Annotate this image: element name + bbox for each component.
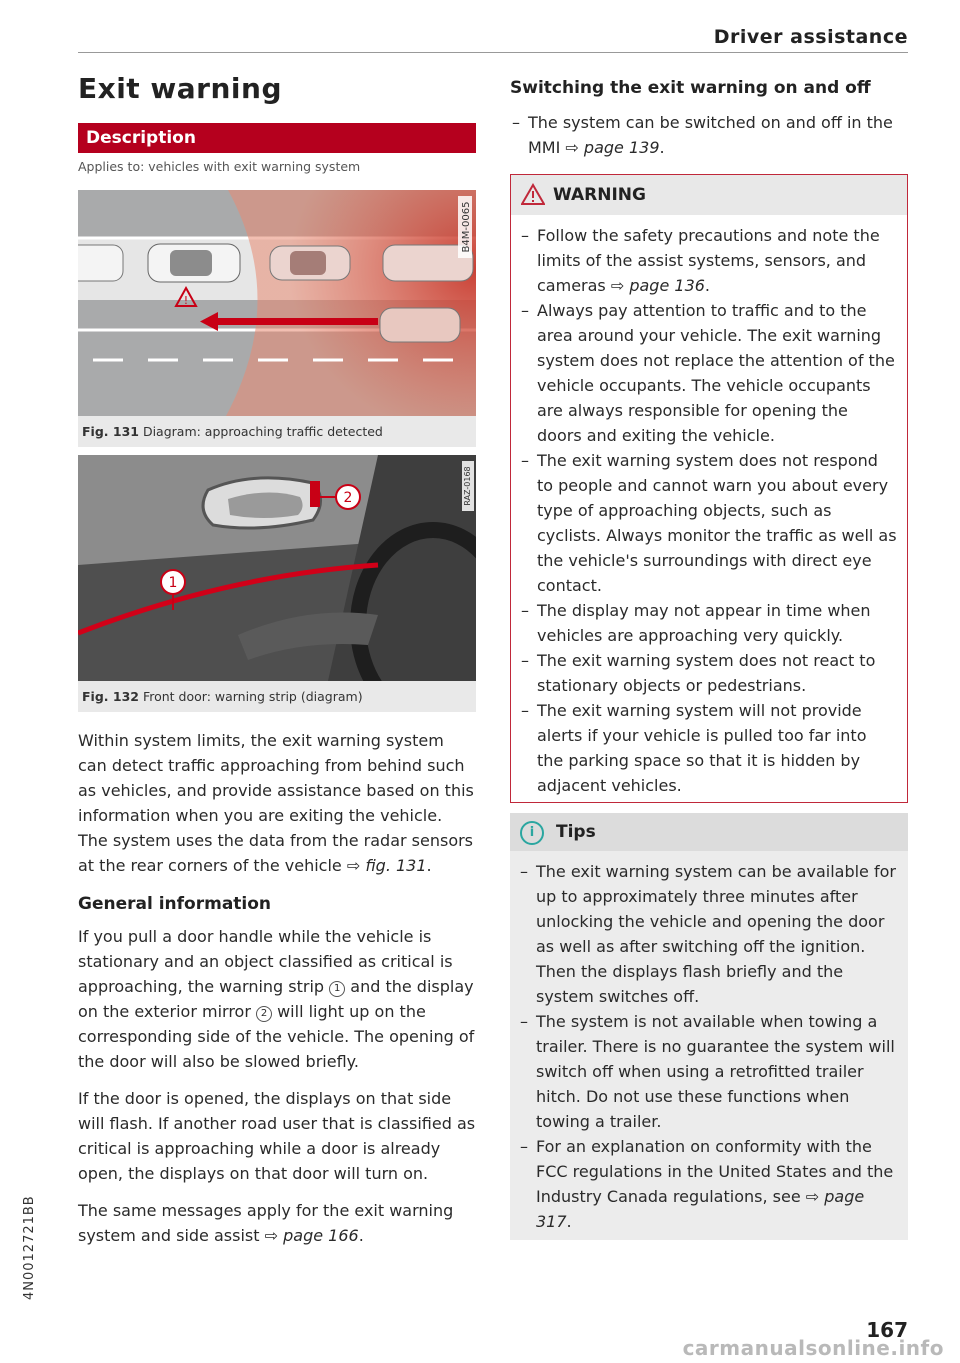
paragraph: If the door is opened, the displays on that side will flash. If another road user that is classified as critical is approaching while a door is already open, the displays on that door will turn on. (78, 1089, 476, 1183)
figure-132 (78, 455, 476, 712)
list-item-text: . (704, 276, 711, 295)
section-title: Driver assistance (713, 26, 908, 48)
list-item (518, 1134, 898, 1234)
tips-header (510, 813, 908, 851)
subheading: General information (78, 894, 272, 914)
figure-reference-link[interactable]: ⇨ fig. 131 (346, 856, 427, 875)
paragraph (78, 728, 476, 878)
svg-text:!: ! (183, 294, 189, 307)
warning-header (511, 175, 907, 215)
door-warning-strip-image (78, 455, 476, 681)
figure-caption-text: Diagram: approaching traffic detected (142, 424, 383, 439)
list-item-text: The system can be switched on and off in the MMI (528, 113, 893, 157)
applies-to-note: Applies to: vehicles with exit warning system (78, 159, 361, 174)
warning-body (511, 215, 907, 802)
callout-1: 1 (168, 575, 178, 591)
instruction-list (510, 110, 908, 160)
right-column (510, 72, 908, 1240)
callout-ref-1: 1 (329, 981, 345, 997)
paragraph-text: Within system limits, the exit warning system can detect traffic approaching from behind such as vehicles, and provide assistance based on this information when you are exiting the vehicle. The system uses the data from the radar sensors at the rear corners of the vehicle (78, 731, 474, 875)
list-item: – The exit warning system does not react to stationary objects or pedestrians. (519, 648, 897, 698)
list-item (510, 110, 908, 160)
list-item: – The exit warning system will not provide alerts if your vehicle is pulled too far into the parking space so that it is hidden by adjacent vehicles. (519, 698, 897, 798)
paragraph (78, 1198, 476, 1248)
paragraph-text: . (426, 856, 432, 875)
tips-box (510, 813, 908, 1240)
page-number: 167 (866, 1318, 908, 1342)
paragraph-text: If you pull a door handle while the vehicle is stationary and an object classified as critical is approaching, the warning strip (78, 927, 453, 996)
info-icon: i (520, 821, 544, 845)
warning-title: WARNING (553, 185, 646, 205)
section-heading: Switching the exit warning on and off (510, 78, 871, 98)
page-title: Exit warning (78, 72, 282, 105)
figure-caption (78, 681, 476, 712)
tips-title: Tips (556, 822, 596, 842)
description-bar: Description (78, 123, 476, 153)
paragraph-text: and the display on the exterior mirror (78, 977, 474, 1021)
traffic-diagram-image (78, 190, 476, 416)
list-item: – Always pay attention to traffic and to the area around your vehicle. The exit warning system does not replace the attention of the vehicle occupants. The vehicle occupants are always responsible for opening the doors and exiting the vehicle. (519, 298, 897, 448)
figure-code: RAZ-0168 (463, 466, 472, 506)
list-item-text: . (566, 1212, 572, 1231)
list-item (519, 223, 897, 298)
figure-caption (78, 416, 476, 447)
paragraph-text: will light up on the corresponding side of the vehicle. The opening of the door will also be slowed briefly. (78, 1002, 475, 1071)
figure-131 (78, 190, 476, 447)
left-column (78, 72, 476, 1248)
paragraph (78, 924, 476, 1074)
list-item-text: . (659, 138, 665, 157)
list-item: – The display may not appear in time when vehicles are approaching very quickly. (519, 598, 897, 648)
list-item: – The exit warning system can be available for up to approximately three minutes after unlocking the vehicle and opening the door as well as after switching off the ignition. Then the displays flash briefly and the system switches off. (518, 859, 898, 1009)
figure-label: Fig. 131 (82, 424, 139, 439)
figure-label: Fig. 132 (82, 689, 139, 704)
page-reference-link[interactable]: ⇨ page 136 (610, 276, 705, 295)
tips-list (518, 859, 898, 1234)
list-item: – The system is not available when towing a trailer. There is no guarantee the system will switch off when using a retrofitted trailer hitch. Do not use these functions when towing a trailer. (518, 1009, 898, 1134)
list-item: – The exit warning system does not respond to people and cannot warn you about every type of approaching objects, such as cyclists. Always monitor the traffic as well as the vehicle's surroundings with direct eye contact. (519, 448, 897, 598)
warning-list (519, 223, 897, 798)
list-item-text: For an explanation on conformity with the FCC regulations in the United States and the Industry Canada regulations, see (536, 1137, 894, 1206)
page-reference-link[interactable]: ⇨ page 317 (536, 1187, 865, 1231)
callout-2: 2 (343, 490, 353, 506)
figure-code: B4M-0065 (461, 201, 472, 253)
figure-caption-text: Front door: warning strip (diagram) (142, 689, 363, 704)
paragraph-text: The same messages apply for the exit warning system and side assist (78, 1201, 454, 1245)
callout-ref-2: 2 (256, 1006, 272, 1022)
page-reference-link[interactable]: ⇨ page 139 (565, 138, 660, 157)
tips-body (510, 851, 908, 1240)
warning-triangle-icon (521, 183, 545, 205)
paragraph-text: . (358, 1226, 364, 1245)
watermark: carmanualsonline.info (682, 1336, 944, 1360)
page-reference-link[interactable]: ⇨ page 166 (264, 1226, 359, 1245)
document-code: 4N0012721BB (22, 1195, 37, 1300)
header-divider (78, 52, 908, 53)
list-item-text: Follow the safety precautions and note the limits of the assist systems, sensors, and cameras (537, 226, 880, 295)
warning-box (510, 174, 908, 803)
